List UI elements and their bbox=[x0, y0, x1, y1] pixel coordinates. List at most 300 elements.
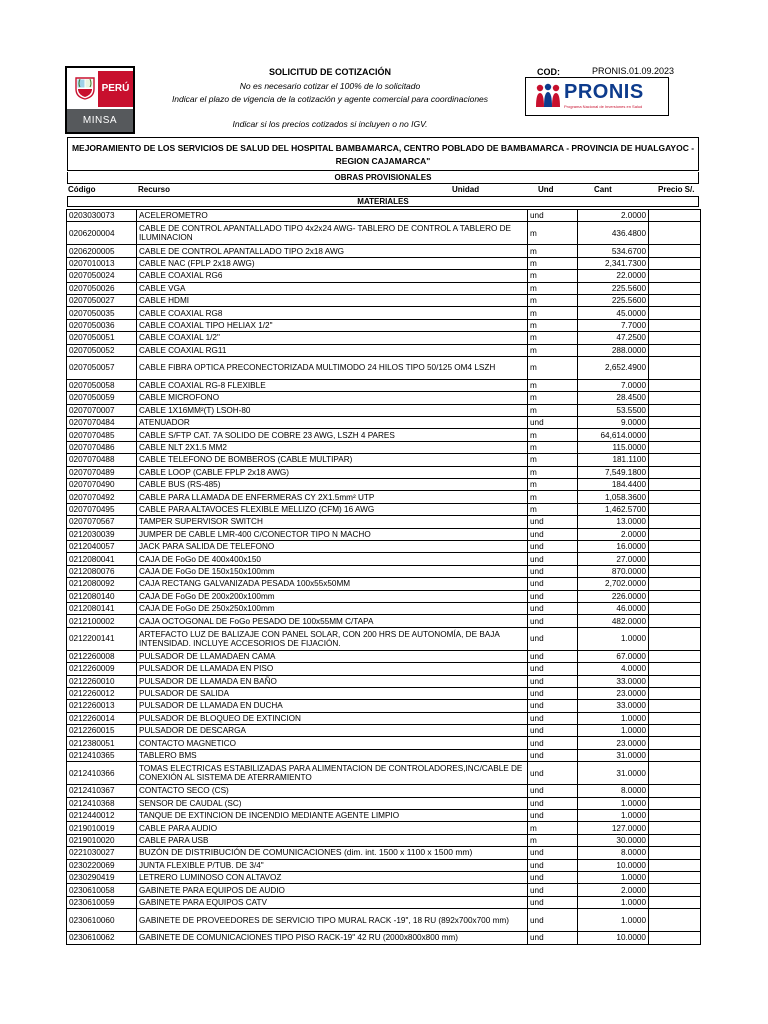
table-row bbox=[67, 797, 701, 809]
table-row bbox=[67, 663, 701, 675]
unit-cell: und bbox=[528, 871, 578, 883]
table-row bbox=[67, 712, 701, 724]
code-cell: 0212040057 bbox=[67, 540, 137, 552]
resource-cell: CABLE S/FTP CAT. 7A SOLIDO DE COBRE 23 AWG, LSZH 4 PARES bbox=[137, 429, 528, 441]
price-cell[interactable] bbox=[649, 650, 701, 662]
quantity-cell: 47.2500 bbox=[578, 332, 649, 344]
unit-cell: m bbox=[528, 270, 578, 282]
quantity-cell: 8.0000 bbox=[578, 785, 649, 797]
price-cell[interactable] bbox=[649, 700, 701, 712]
unit-cell: und bbox=[528, 797, 578, 809]
resource-cell: CAJA RECTANG GALVANIZADA PESADA 100x55x50MM bbox=[137, 578, 528, 590]
price-cell[interactable] bbox=[649, 222, 701, 245]
unit-cell: m bbox=[528, 834, 578, 846]
resource-cell: SENSOR DE CAUDAL (SC) bbox=[137, 797, 528, 809]
price-cell[interactable] bbox=[649, 749, 701, 761]
logo-minsa-label: MINSA bbox=[67, 109, 133, 132]
price-cell[interactable] bbox=[649, 491, 701, 503]
quantity-cell: 1.0000 bbox=[578, 725, 649, 737]
price-cell[interactable] bbox=[649, 344, 701, 356]
table-row bbox=[67, 884, 701, 896]
code-cell: 0212080141 bbox=[67, 602, 137, 614]
quantity-cell: 2,341.7300 bbox=[578, 257, 649, 269]
unit-cell: m bbox=[528, 491, 578, 503]
table-row bbox=[67, 687, 701, 699]
unit-cell: m bbox=[528, 479, 578, 491]
quantity-cell: 1,058.3600 bbox=[578, 491, 649, 503]
quantity-cell: 31.0000 bbox=[578, 749, 649, 761]
cod-value: PRONIS.01.09.2023 bbox=[592, 66, 675, 76]
quantity-cell: 1.0000 bbox=[578, 712, 649, 724]
logo-top bbox=[67, 68, 133, 109]
price-cell[interactable] bbox=[649, 540, 701, 552]
code-cell: 0212440012 bbox=[67, 810, 137, 822]
unit-cell: m bbox=[528, 356, 578, 379]
resource-cell: GABINETE DE PROVEEDORES DE SERVICIO TIPO MURAL RACK -19", 18 RU (892x700x700 mm) bbox=[137, 909, 528, 932]
resource-cell: CABLE FIBRA OPTICA PRECONECTORIZADA MULTIMODO 24 HILOS TIPO 50/125 OM4 LSZH bbox=[137, 356, 528, 379]
resource-cell: CAJA OCTOGONAL DE FoGo PESADO DE 100x55MM C/TAPA bbox=[137, 615, 528, 627]
price-cell[interactable] bbox=[649, 528, 701, 540]
unit-cell: und bbox=[528, 909, 578, 932]
page-title: SOLICITUD DE COTIZACIÓN bbox=[269, 67, 391, 77]
price-cell[interactable] bbox=[649, 429, 701, 441]
price-cell[interactable] bbox=[649, 909, 701, 932]
resource-cell: PULSADOR DE LLAMADA EN DUCHA bbox=[137, 700, 528, 712]
col-header-unidad: Unidad bbox=[452, 185, 480, 194]
code-cell: 0212080041 bbox=[67, 553, 137, 565]
code-cell: 0230610058 bbox=[67, 884, 137, 896]
code-cell: 0212260009 bbox=[67, 663, 137, 675]
price-cell[interactable] bbox=[649, 627, 701, 650]
price-cell[interactable] bbox=[649, 332, 701, 344]
quantity-cell: 2,702.0000 bbox=[578, 578, 649, 590]
price-cell[interactable] bbox=[649, 663, 701, 675]
unit-cell: und bbox=[528, 578, 578, 590]
table-row bbox=[67, 565, 701, 577]
table-row bbox=[67, 871, 701, 883]
unit-cell: und bbox=[528, 528, 578, 540]
table-row bbox=[67, 392, 701, 404]
price-cell[interactable] bbox=[649, 797, 701, 809]
table-row bbox=[67, 602, 701, 614]
code-cell: 0212380051 bbox=[67, 737, 137, 749]
resource-cell: LETRERO LUMINOSO CON ALTAVOZ bbox=[137, 871, 528, 883]
price-cell[interactable] bbox=[649, 270, 701, 282]
table-row bbox=[67, 429, 701, 441]
unit-cell: und bbox=[528, 847, 578, 859]
price-cell[interactable] bbox=[649, 871, 701, 883]
quantity-cell: 23.0000 bbox=[578, 687, 649, 699]
unit-cell: m bbox=[528, 454, 578, 466]
unit-cell: m bbox=[528, 379, 578, 391]
unit-cell: und bbox=[528, 762, 578, 785]
unit-cell: und bbox=[528, 516, 578, 528]
resource-cell: JUNTA FLEXIBLE P/TUB. DE 3/4" bbox=[137, 859, 528, 871]
price-cell[interactable] bbox=[649, 847, 701, 859]
code-cell: 0212260012 bbox=[67, 687, 137, 699]
pronis-subtitle: Programa Nacional de Inversiones en Salud bbox=[564, 104, 643, 109]
price-cell[interactable] bbox=[649, 282, 701, 294]
table-row bbox=[67, 785, 701, 797]
unit-cell: m bbox=[528, 466, 578, 478]
resource-cell: CABLE DE CONTROL APANTALLADO TIPO 2x18 AWG bbox=[137, 245, 528, 257]
resource-cell: CABLE NAC (FPLP 2x18 AWG) bbox=[137, 257, 528, 269]
price-cell[interactable] bbox=[649, 859, 701, 871]
price-cell[interactable] bbox=[649, 712, 701, 724]
resource-cell: CABLE VGA bbox=[137, 282, 528, 294]
cod-label: COD: bbox=[537, 67, 560, 77]
code-cell: 0207050027 bbox=[67, 294, 137, 306]
resource-cell: ARTEFACTO LUZ DE BALIZAJE CON PANEL SOLAR, CON 200 HRS DE AUTONOMÍA, DE BAJA INTENSIDAD. INCLUYE ACCESORIOS DE FIJACIÓN. bbox=[137, 627, 528, 650]
price-cell[interactable] bbox=[649, 404, 701, 416]
code-cell: 0206200004 bbox=[67, 222, 137, 245]
price-cell[interactable] bbox=[649, 379, 701, 391]
unit-cell: m bbox=[528, 822, 578, 834]
resource-cell: CABLE NLT 2X1.5 MM2 bbox=[137, 441, 528, 453]
code-cell: 0212260014 bbox=[67, 712, 137, 724]
quantity-cell: 181.1100 bbox=[578, 454, 649, 466]
table-row bbox=[67, 210, 701, 222]
code-cell: 0207070489 bbox=[67, 466, 137, 478]
code-cell: 0212410365 bbox=[67, 749, 137, 761]
code-cell: 0219010020 bbox=[67, 834, 137, 846]
unit-cell: m bbox=[528, 441, 578, 453]
resource-cell: CAJA DE FoGo DE 400x400x150 bbox=[137, 553, 528, 565]
unit-cell: m bbox=[528, 404, 578, 416]
price-cell[interactable] bbox=[649, 834, 701, 846]
quantity-cell: 10.0000 bbox=[578, 932, 649, 944]
quantity-cell: 33.0000 bbox=[578, 675, 649, 687]
table-row bbox=[67, 344, 701, 356]
table-row bbox=[67, 590, 701, 602]
unit-cell: und bbox=[528, 553, 578, 565]
quantity-cell: 1.0000 bbox=[578, 810, 649, 822]
unit-cell: m bbox=[528, 245, 578, 257]
price-cell[interactable] bbox=[649, 725, 701, 737]
table-row bbox=[67, 578, 701, 590]
quantity-cell: 7.0000 bbox=[578, 379, 649, 391]
quantity-cell: 27.0000 bbox=[578, 553, 649, 565]
quantity-cell: 67.0000 bbox=[578, 650, 649, 662]
unit-cell: m bbox=[528, 429, 578, 441]
code-cell: 0212260010 bbox=[67, 675, 137, 687]
price-cell[interactable] bbox=[649, 896, 701, 908]
code-cell: 0230610060 bbox=[67, 909, 137, 932]
table-row bbox=[67, 810, 701, 822]
table-row bbox=[67, 859, 701, 871]
pronis-logo bbox=[525, 77, 669, 116]
quantity-cell: 16.0000 bbox=[578, 540, 649, 552]
resource-cell: CABLE PARA AUDIO bbox=[137, 822, 528, 834]
resource-cell: CABLE DE CONTROL APANTALLADO TIPO 4x2x24 AWG- TABLERO DE CONTROL A TABLERO DE ILUMINACION bbox=[137, 222, 528, 245]
pronis-name: PRONIS bbox=[564, 81, 644, 103]
pronis-people-icon bbox=[534, 83, 562, 109]
quantity-cell: 30.0000 bbox=[578, 834, 649, 846]
quantity-cell: 115.0000 bbox=[578, 441, 649, 453]
price-cell[interactable] bbox=[649, 578, 701, 590]
price-cell[interactable] bbox=[649, 932, 701, 944]
table-row bbox=[67, 356, 701, 379]
resource-cell: PULSADOR DE SALIDA bbox=[137, 687, 528, 699]
resource-cell: CABLE PARA USB bbox=[137, 834, 528, 846]
price-cell[interactable] bbox=[649, 675, 701, 687]
unit-cell: und bbox=[528, 650, 578, 662]
project-title: MEJORAMIENTO DE LOS SERVICIOS DE SALUD DEL HOSPITAL BAMBAMARCA, CENTRO POBLADO DE BAMBAMARCA - PROVINCIA DE HUALGAYOC - REGION CAJAMARCA" bbox=[67, 137, 699, 171]
resource-cell: ACELEROMETRO bbox=[137, 210, 528, 222]
code-cell: 0207070495 bbox=[67, 503, 137, 515]
unit-cell: und bbox=[528, 737, 578, 749]
quantity-cell: 1.0000 bbox=[578, 797, 649, 809]
price-cell[interactable] bbox=[649, 884, 701, 896]
table-row bbox=[67, 270, 701, 282]
resource-cell: PULSADOR DE LLAMADA EN BAÑO bbox=[137, 675, 528, 687]
quantity-cell: 1,462.5700 bbox=[578, 503, 649, 515]
code-cell: 0212260013 bbox=[67, 700, 137, 712]
code-cell: 0212080140 bbox=[67, 590, 137, 602]
price-cell[interactable] bbox=[649, 257, 701, 269]
price-cell[interactable] bbox=[649, 822, 701, 834]
quantity-cell: 436.4800 bbox=[578, 222, 649, 245]
code-cell: 0207070567 bbox=[67, 516, 137, 528]
quantity-cell: 2.0000 bbox=[578, 210, 649, 222]
quantity-cell: 28.4500 bbox=[578, 392, 649, 404]
logo-peru-label: PERÚ bbox=[98, 71, 133, 107]
price-cell[interactable] bbox=[649, 516, 701, 528]
price-cell[interactable] bbox=[649, 479, 701, 491]
unit-cell: und bbox=[528, 749, 578, 761]
table-row bbox=[67, 749, 701, 761]
unit-cell: m bbox=[528, 307, 578, 319]
code-cell: 0207070484 bbox=[67, 417, 137, 429]
table-row bbox=[67, 454, 701, 466]
minsa-logo bbox=[65, 66, 135, 134]
peru-shield-icon bbox=[74, 76, 96, 100]
resource-cell: CABLE COAXIAL RG8 bbox=[137, 307, 528, 319]
quantity-cell: 23.0000 bbox=[578, 737, 649, 749]
price-cell[interactable] bbox=[649, 307, 701, 319]
quantity-cell: 8.0000 bbox=[578, 847, 649, 859]
price-cell[interactable] bbox=[649, 466, 701, 478]
code-cell: 0207070485 bbox=[67, 429, 137, 441]
code-cell: 0212410368 bbox=[67, 797, 137, 809]
unit-cell: und bbox=[528, 540, 578, 552]
unit-cell: und bbox=[528, 663, 578, 675]
resource-cell: GABINETE DE COMUNICACIONES TIPO PISO RACK-19" 42 RU (2000x800x800 mm) bbox=[137, 932, 528, 944]
table-row bbox=[67, 615, 701, 627]
unit-cell: und bbox=[528, 417, 578, 429]
quantity-cell: 33.0000 bbox=[578, 700, 649, 712]
resource-cell: CABLE HDMI bbox=[137, 294, 528, 306]
price-cell[interactable] bbox=[649, 454, 701, 466]
unit-cell: m bbox=[528, 332, 578, 344]
table-row bbox=[67, 834, 701, 846]
price-cell[interactable] bbox=[649, 590, 701, 602]
table-row bbox=[67, 332, 701, 344]
quantity-cell: 64,614.0000 bbox=[578, 429, 649, 441]
price-cell[interactable] bbox=[649, 392, 701, 404]
resource-cell: GABINETE PARA EQUIPOS CATV bbox=[137, 896, 528, 908]
code-cell: 0212100002 bbox=[67, 615, 137, 627]
col-header-cant: Cant bbox=[594, 185, 612, 194]
quantity-cell: 2.0000 bbox=[578, 884, 649, 896]
resource-cell: CABLE COAXIAL RG11 bbox=[137, 344, 528, 356]
table-row bbox=[67, 319, 701, 331]
table-row bbox=[67, 379, 701, 391]
table-row bbox=[67, 491, 701, 503]
price-cell[interactable] bbox=[649, 615, 701, 627]
resource-cell: CABLE LOOP (CABLE FPLP 2x18 AWG) bbox=[137, 466, 528, 478]
quantity-cell: 10.0000 bbox=[578, 859, 649, 871]
price-cell[interactable] bbox=[649, 565, 701, 577]
unit-cell: m bbox=[528, 319, 578, 331]
col-header-resource: Recurso bbox=[138, 185, 171, 194]
table-row bbox=[67, 725, 701, 737]
quantity-cell: 7.7000 bbox=[578, 319, 649, 331]
price-cell[interactable] bbox=[649, 417, 701, 429]
code-cell: 0230220069 bbox=[67, 859, 137, 871]
price-cell[interactable] bbox=[649, 785, 701, 797]
table-row bbox=[67, 245, 701, 257]
resource-cell: CABLE COAXIAL TIPO HELIAX 1/2" bbox=[137, 319, 528, 331]
code-cell: 0212200141 bbox=[67, 627, 137, 650]
price-cell[interactable] bbox=[649, 503, 701, 515]
unit-cell: und bbox=[528, 700, 578, 712]
unit-cell: und bbox=[528, 627, 578, 650]
quantity-cell: 1.0000 bbox=[578, 909, 649, 932]
resource-cell: PULSADOR DE DESCARGA bbox=[137, 725, 528, 737]
quantity-cell: 870.0000 bbox=[578, 565, 649, 577]
price-cell[interactable] bbox=[649, 294, 701, 306]
table-row bbox=[67, 479, 701, 491]
unit-cell: m bbox=[528, 344, 578, 356]
price-cell[interactable] bbox=[649, 737, 701, 749]
quantity-cell: 9.0000 bbox=[578, 417, 649, 429]
price-cell[interactable] bbox=[649, 553, 701, 565]
resource-cell: CAJA DE FoGo DE 150x150x100mm bbox=[137, 565, 528, 577]
unit-cell: und bbox=[528, 565, 578, 577]
code-cell: 0207070486 bbox=[67, 441, 137, 453]
note-line-2: Indicar el plazo de vigencia de la cotización y agente comercial para coordinaciones bbox=[171, 94, 489, 104]
unit-cell: m bbox=[528, 392, 578, 404]
quantity-cell: 2.0000 bbox=[578, 528, 649, 540]
quantity-cell: 225.5600 bbox=[578, 282, 649, 294]
unit-cell: m bbox=[528, 294, 578, 306]
quantity-cell: 4.0000 bbox=[578, 663, 649, 675]
unit-cell: und bbox=[528, 725, 578, 737]
code-cell: 0230610062 bbox=[67, 932, 137, 944]
unit-cell: m bbox=[528, 503, 578, 515]
price-cell[interactable] bbox=[649, 356, 701, 379]
quantity-cell: 31.0000 bbox=[578, 762, 649, 785]
resource-cell: CABLE TELEFONO DE BOMBEROS (CABLE MULTIPAR) bbox=[137, 454, 528, 466]
quantity-cell: 45.0000 bbox=[578, 307, 649, 319]
table-row bbox=[67, 466, 701, 478]
col-header-code: Código bbox=[68, 185, 96, 194]
table-row bbox=[67, 909, 701, 932]
quantity-cell: 127.0000 bbox=[578, 822, 649, 834]
unit-cell: und bbox=[528, 687, 578, 699]
table-row bbox=[67, 404, 701, 416]
unit-cell: und bbox=[528, 615, 578, 627]
resource-cell: PULSADOR DE LLAMADAEN CAMA bbox=[137, 650, 528, 662]
quantity-cell: 1.0000 bbox=[578, 871, 649, 883]
price-cell[interactable] bbox=[649, 687, 701, 699]
code-cell: 0212080092 bbox=[67, 578, 137, 590]
quantity-cell: 46.0000 bbox=[578, 602, 649, 614]
quantity-cell: 184.4400 bbox=[578, 479, 649, 491]
table-row bbox=[67, 896, 701, 908]
price-cell[interactable] bbox=[649, 210, 701, 222]
price-cell[interactable] bbox=[649, 441, 701, 453]
unit-cell: und bbox=[528, 785, 578, 797]
quantity-cell: 288.0000 bbox=[578, 344, 649, 356]
section-title: OBRAS PROVISIONALES bbox=[67, 172, 699, 184]
price-cell[interactable] bbox=[649, 319, 701, 331]
resource-cell: CONTACTO MAGNETICO bbox=[137, 737, 528, 749]
resource-cell: CABLE BUS (RS-485) bbox=[137, 479, 528, 491]
quantity-cell: 482.0000 bbox=[578, 615, 649, 627]
quantity-cell: 53.5500 bbox=[578, 404, 649, 416]
resource-cell: CABLE COAXIAL RG-8 FLEXIBLE bbox=[137, 379, 528, 391]
quantity-cell: 534.6700 bbox=[578, 245, 649, 257]
unit-cell: und bbox=[528, 675, 578, 687]
code-cell: 0212410366 bbox=[67, 762, 137, 785]
price-cell[interactable] bbox=[649, 602, 701, 614]
code-cell: 0207050026 bbox=[67, 282, 137, 294]
unit-cell: und bbox=[528, 590, 578, 602]
price-cell[interactable] bbox=[649, 245, 701, 257]
table-row bbox=[67, 441, 701, 453]
resource-cell: CABLE PARA LLAMADA DE ENFERMERAS CY 2X1.5mm² UTP bbox=[137, 491, 528, 503]
resource-cell: CABLE PARA ALTAVOCES FLEXIBLE MELLIZO (CFM) 16 AWG bbox=[137, 503, 528, 515]
resource-cell: BUZÓN DE DISTRIBUCIÓN DE COMUNICACIONES (dim. int. 1500 x 1100 x 1500 mm) bbox=[137, 847, 528, 859]
resource-cell: CABLE MICROFONO bbox=[137, 392, 528, 404]
unit-cell: und bbox=[528, 810, 578, 822]
resource-cell: TOMAS ELECTRICAS ESTABILIZADAS PARA ALIMENTACION DE CONTROLADORES,INC/CABLE DE CONEXIÓN AL SISTEMA DE ATERRAMIENTO bbox=[137, 762, 528, 785]
table-row bbox=[67, 762, 701, 785]
table-row bbox=[67, 307, 701, 319]
code-cell: 0207070492 bbox=[67, 491, 137, 503]
resource-cell: JUMPER DE CABLE LMR-400 C/CONECTOR TIPO N MACHO bbox=[137, 528, 528, 540]
resource-cell: CONTACTO SECO (CS) bbox=[137, 785, 528, 797]
unit-cell: und bbox=[528, 932, 578, 944]
table-row bbox=[67, 627, 701, 650]
resource-cell: PULSADOR DE BLOQUEO DE EXTINCION bbox=[137, 712, 528, 724]
quantity-cell: 1.0000 bbox=[578, 896, 649, 908]
code-cell: 0207050057 bbox=[67, 356, 137, 379]
code-cell: 0207050059 bbox=[67, 392, 137, 404]
note-line-1: No es necesario cotizar el 100% de lo solicitado bbox=[239, 81, 421, 91]
unit-cell: und bbox=[528, 712, 578, 724]
code-cell: 0207050036 bbox=[67, 319, 137, 331]
code-cell: 0207050058 bbox=[67, 379, 137, 391]
price-cell[interactable] bbox=[649, 810, 701, 822]
code-cell: 0206200005 bbox=[67, 245, 137, 257]
code-cell: 0207050024 bbox=[67, 270, 137, 282]
resource-cell: ATENUADOR bbox=[137, 417, 528, 429]
quantity-cell: 22.0000 bbox=[578, 270, 649, 282]
price-cell[interactable] bbox=[649, 762, 701, 785]
resource-cell: JACK PARA SALIDA DE TELEFONO bbox=[137, 540, 528, 552]
resource-cell: GABINETE PARA EQUIPOS DE AUDIO bbox=[137, 884, 528, 896]
subsection-title: MATERIALES bbox=[67, 196, 699, 207]
resource-cell: CABLE COAXIAL 1/2" bbox=[137, 332, 528, 344]
code-cell: 0207070488 bbox=[67, 454, 137, 466]
table-row bbox=[67, 417, 701, 429]
note-line-3: Indicar si los precios cotizados si incluyen o no IGV. bbox=[232, 119, 428, 129]
code-cell: 0207050052 bbox=[67, 344, 137, 356]
quantity-cell: 13.0000 bbox=[578, 516, 649, 528]
